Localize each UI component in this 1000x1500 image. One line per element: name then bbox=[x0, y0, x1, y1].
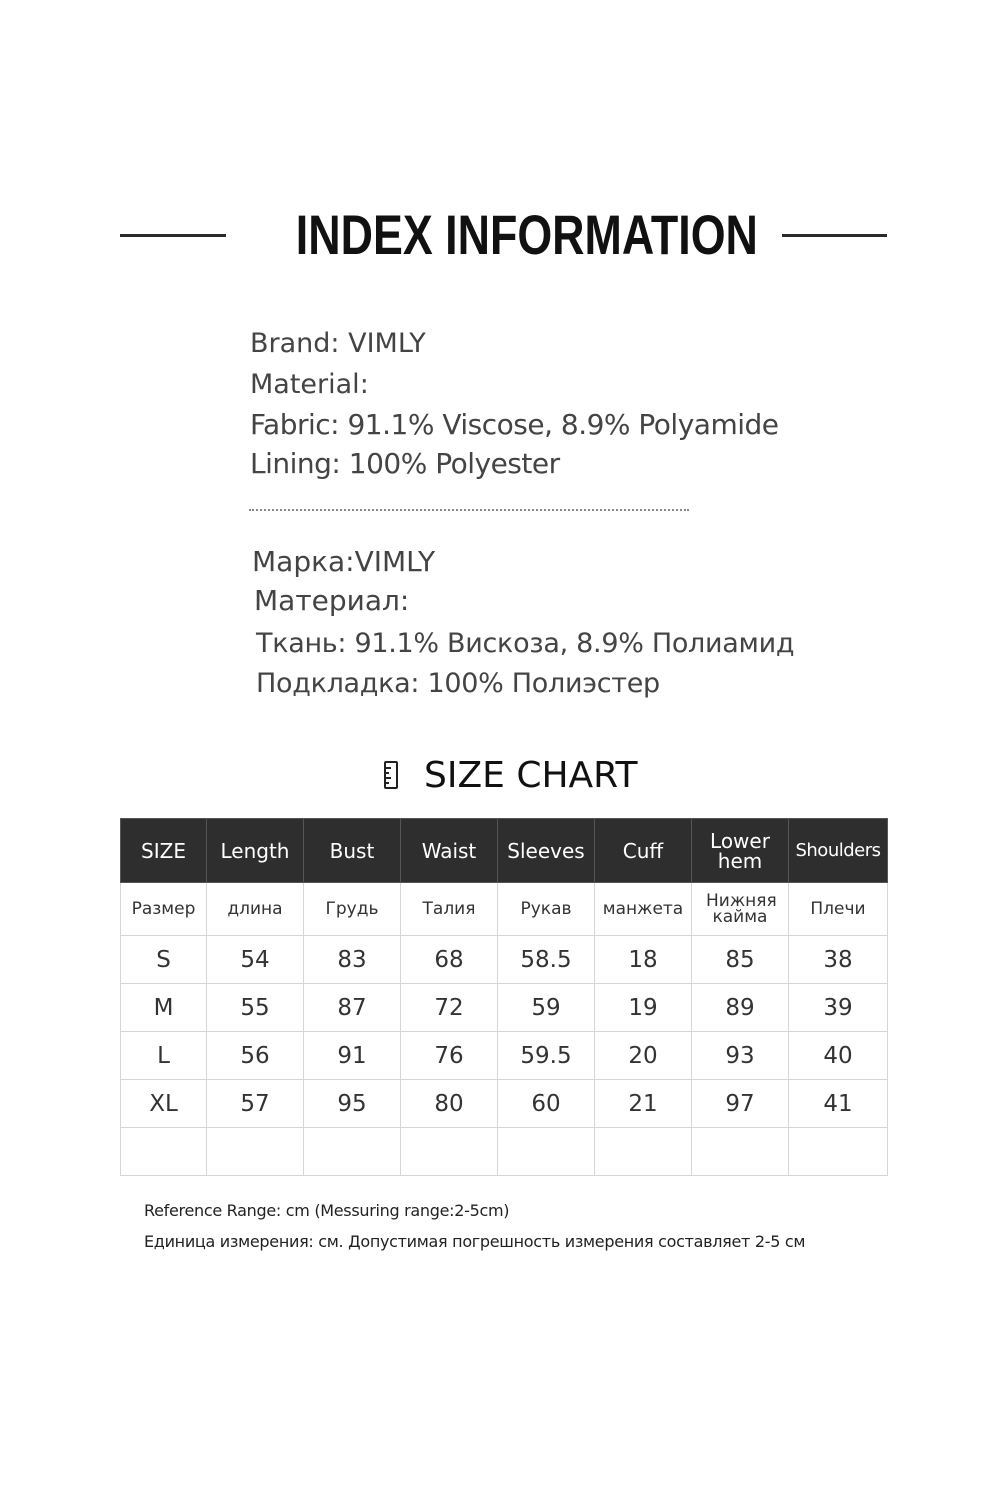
cell-lower-hem: 85 bbox=[692, 936, 789, 984]
lining-en: Lining: 100% Polyester bbox=[250, 447, 560, 480]
cell-sleeves: 59.5 bbox=[498, 1032, 595, 1080]
cell-lower-hem: 89 bbox=[692, 984, 789, 1032]
ruler-icon bbox=[384, 761, 398, 789]
cell-shoulders: 41 bbox=[789, 1080, 888, 1128]
header-length: Length bbox=[207, 819, 304, 883]
page-title: INDEX INFORMATION bbox=[295, 203, 758, 266]
fabric-ru: Ткань: 91.1% Вискоза, 8.9% Полиамид bbox=[256, 628, 795, 659]
ru-header-shoulders: Плечи bbox=[789, 883, 888, 936]
cell-cuff: 20 bbox=[595, 1032, 692, 1080]
cell-waist: 76 bbox=[401, 1032, 498, 1080]
ru-header-lower-hem: Нижняя кайма bbox=[692, 883, 789, 936]
header-cuff: Cuff bbox=[595, 819, 692, 883]
title-divider-right bbox=[782, 234, 887, 237]
cell-lower-hem: 97 bbox=[692, 1080, 789, 1128]
cell-size: S bbox=[121, 936, 207, 984]
header-bust: Bust bbox=[304, 819, 401, 883]
table-header-row bbox=[121, 819, 888, 883]
cell-size: L bbox=[121, 1032, 207, 1080]
lining-ru: Подкладка: 100% Полиэстер bbox=[256, 668, 660, 699]
cell-size: M bbox=[121, 984, 207, 1032]
header-waist: Waist bbox=[401, 819, 498, 883]
cell-lower-hem: 93 bbox=[692, 1032, 789, 1080]
table-row bbox=[121, 984, 888, 1032]
cell-length: 55 bbox=[207, 984, 304, 1032]
cell-bust: 83 bbox=[304, 936, 401, 984]
fabric-en: Fabric: 91.1% Viscose, 8.9% Polyamide bbox=[250, 408, 779, 441]
table-row bbox=[121, 936, 888, 984]
cell-length: 54 bbox=[207, 936, 304, 984]
size-chart-heading bbox=[380, 752, 638, 798]
cell-size: XL bbox=[121, 1080, 207, 1128]
ru-header-bust: Грудь bbox=[304, 883, 401, 936]
cell-length: 57 bbox=[207, 1080, 304, 1128]
ru-header-length: длина bbox=[207, 883, 304, 936]
ru-header-size: Размер bbox=[121, 883, 207, 936]
ru-header-cuff: манжета bbox=[595, 883, 692, 936]
size-table bbox=[120, 818, 888, 1176]
cell-cuff: 21 bbox=[595, 1080, 692, 1128]
cell-sleeves: 59 bbox=[498, 984, 595, 1032]
table-row bbox=[121, 1032, 888, 1080]
index-information-header bbox=[0, 200, 1000, 270]
table-row-empty bbox=[121, 1128, 888, 1176]
cell-bust: 95 bbox=[304, 1080, 401, 1128]
cell-shoulders: 40 bbox=[789, 1032, 888, 1080]
header-sleeves: Sleeves bbox=[498, 819, 595, 883]
ru-header-waist: Талия bbox=[401, 883, 498, 936]
table-row bbox=[121, 1080, 888, 1128]
cell-cuff: 19 bbox=[595, 984, 692, 1032]
header-lower-hem: Lower hem bbox=[692, 819, 789, 883]
cell-waist: 68 bbox=[401, 936, 498, 984]
cell-sleeves: 60 bbox=[498, 1080, 595, 1128]
cell-bust: 91 bbox=[304, 1032, 401, 1080]
title-divider-left bbox=[120, 234, 226, 237]
reference-range-note-ru: Единица измерения: см. Допустимая погрешность измерения составляет 2-5 см bbox=[144, 1232, 806, 1251]
table-row-russian-headers bbox=[121, 883, 888, 936]
cell-sleeves: 58.5 bbox=[498, 936, 595, 984]
header-size: SIZE bbox=[121, 819, 207, 883]
cell-shoulders: 38 bbox=[789, 936, 888, 984]
dotted-divider bbox=[249, 509, 689, 511]
cell-bust: 87 bbox=[304, 984, 401, 1032]
size-chart-title: SIZE CHART bbox=[424, 754, 638, 796]
material-label-ru: Материал: bbox=[254, 584, 410, 617]
cell-waist: 80 bbox=[401, 1080, 498, 1128]
cell-waist: 72 bbox=[401, 984, 498, 1032]
header-shoulders: Shoulders bbox=[789, 819, 888, 883]
cell-cuff: 18 bbox=[595, 936, 692, 984]
ru-header-sleeves: Рукав bbox=[498, 883, 595, 936]
brand-ru: Марка:VIMLY bbox=[252, 545, 436, 578]
cell-shoulders: 39 bbox=[789, 984, 888, 1032]
cell-length: 56 bbox=[207, 1032, 304, 1080]
brand-en: Brand: VIMLY bbox=[250, 328, 426, 359]
reference-range-note-en: Reference Range: cm (Messuring range:2-5cm) bbox=[144, 1201, 510, 1220]
material-label-en: Material: bbox=[250, 369, 369, 400]
